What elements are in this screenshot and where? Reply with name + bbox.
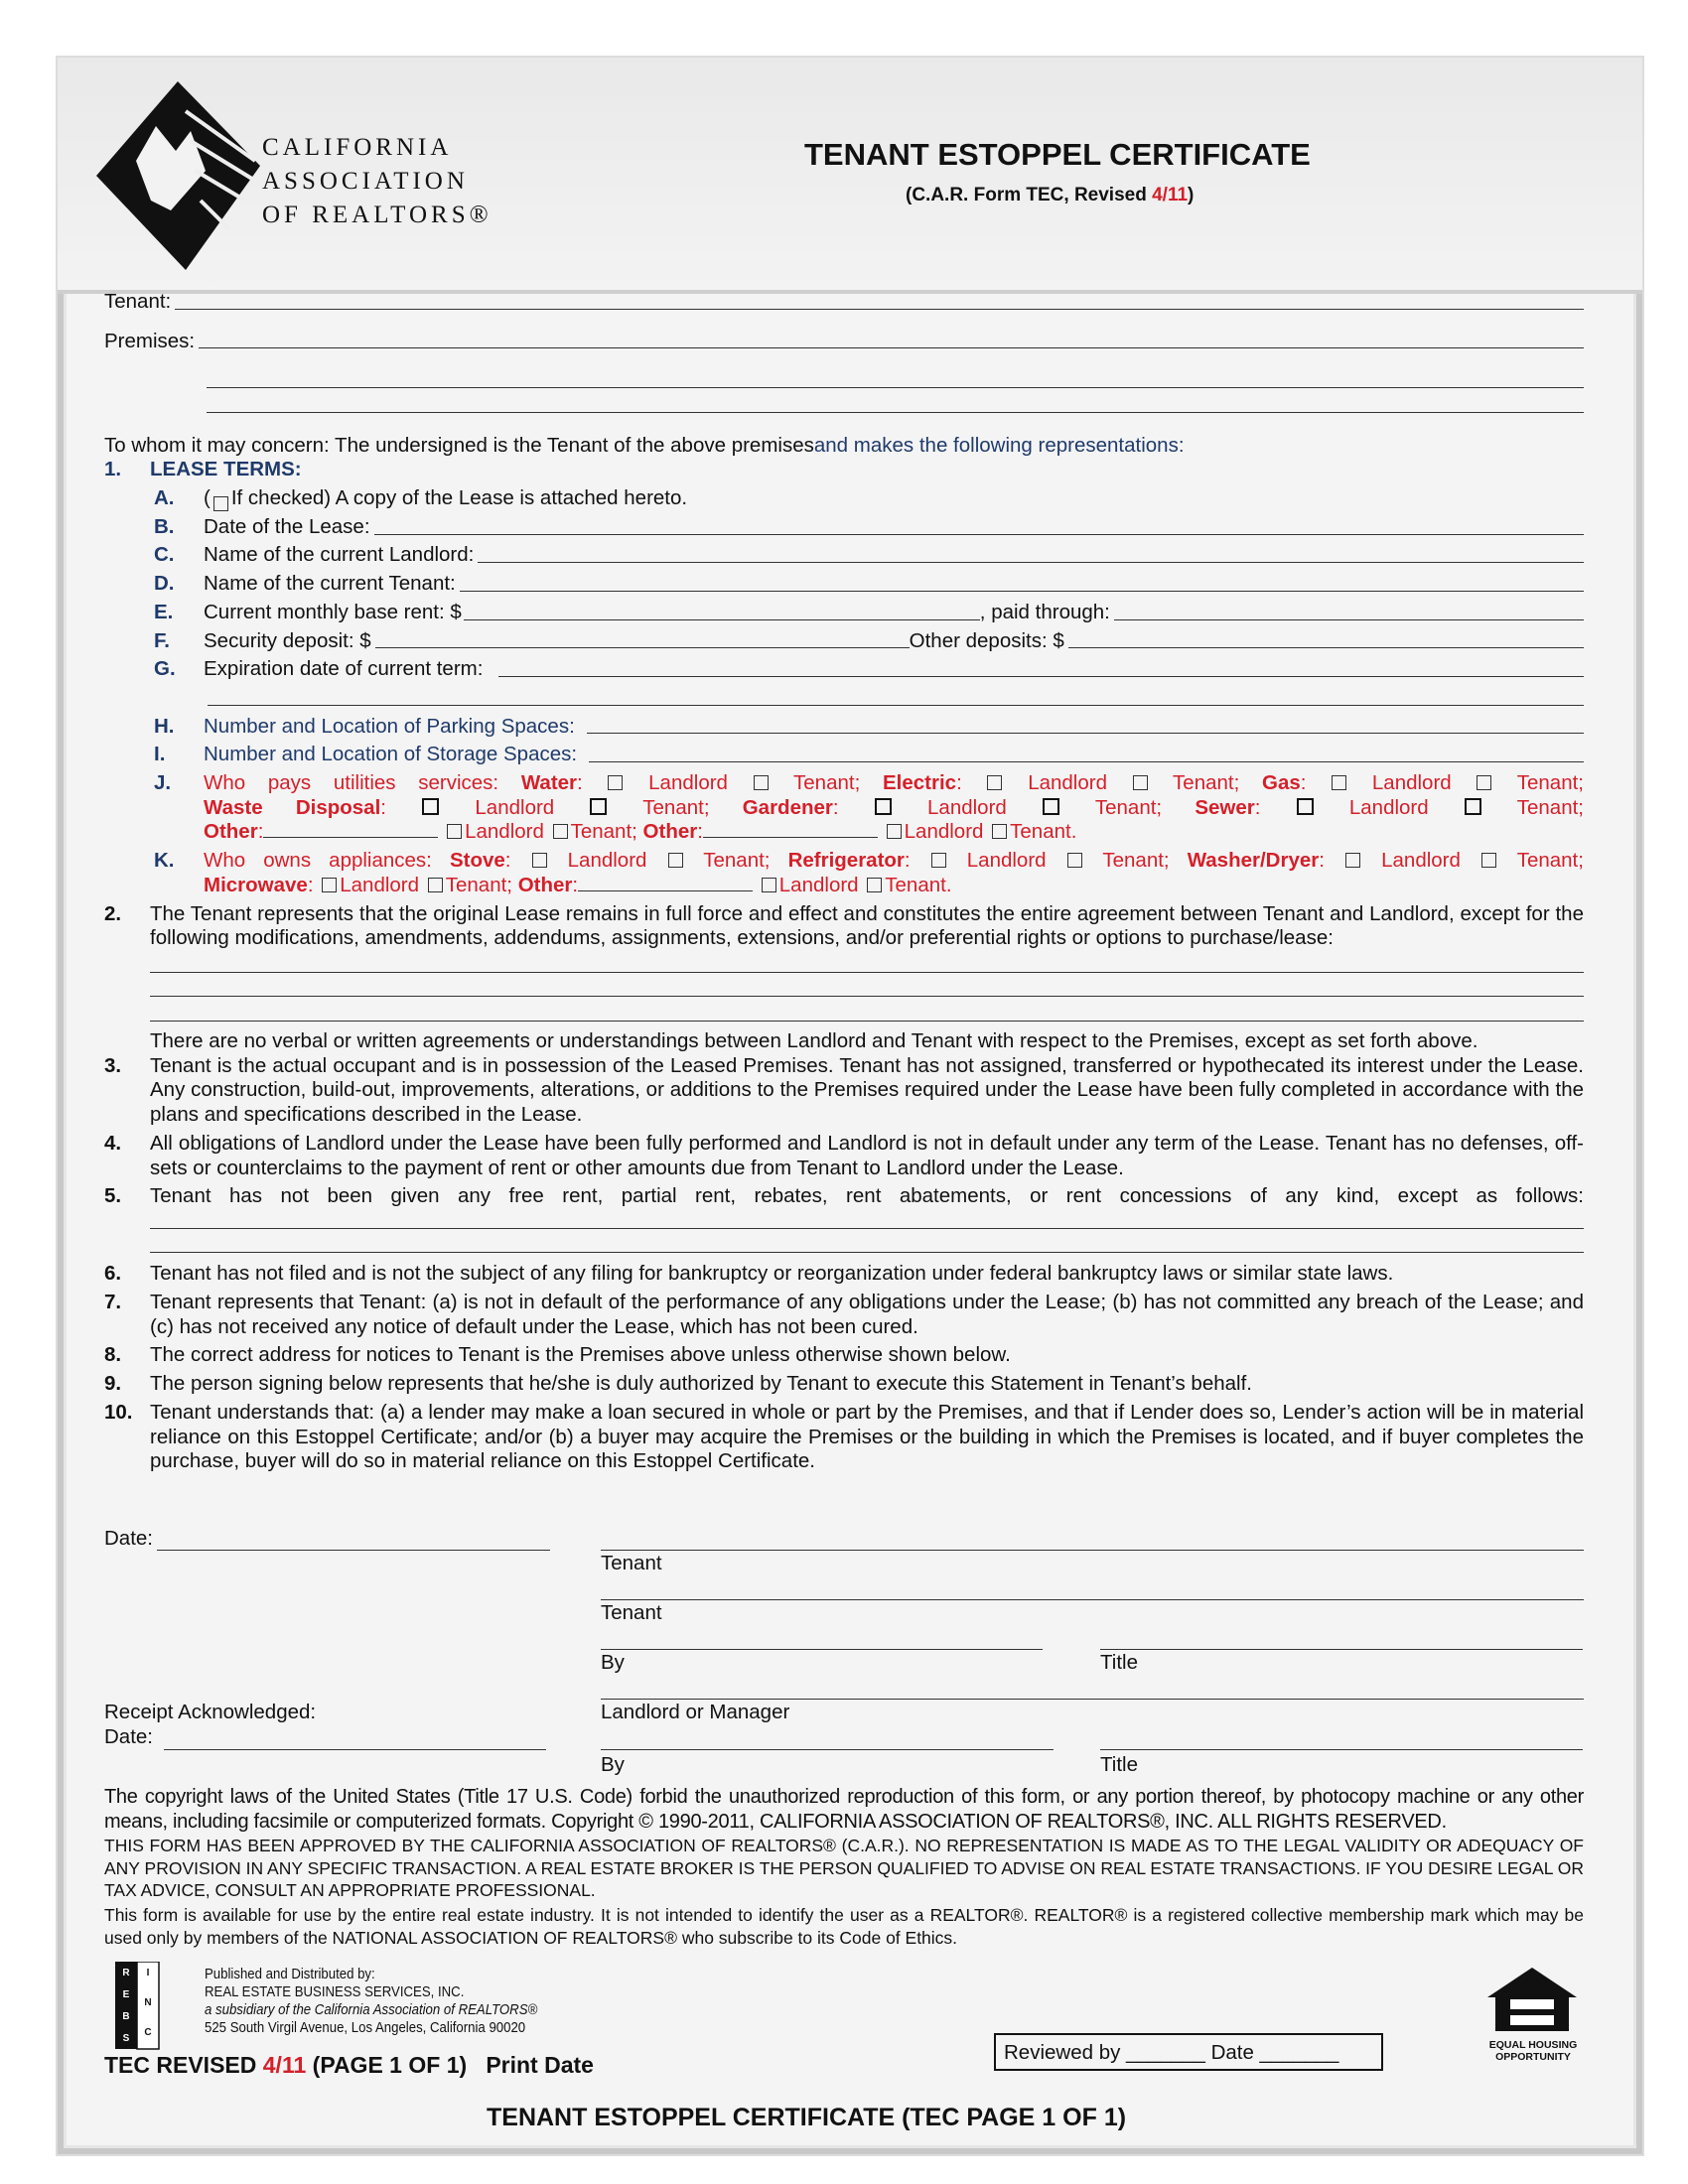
fridge-landlord-text: Landlord <box>966 849 1047 873</box>
svg-text:I: I <box>146 1968 150 1979</box>
other-deposits-field[interactable] <box>1068 646 1584 648</box>
publisher-line-2: REAL ESTATE BUSINESS SERVICES, INC. <box>205 1983 465 2000</box>
water-landlord-text: Landlord <box>648 771 728 794</box>
section-2-text: The Tenant represents that the original Lease remains in full force and effect and constitutes the entire agreement between Tenant and Landlord, except for the following modifications, amendments, addendums, assignments, extensions, and/or preferential rights or options to purchase/lease: <box>150 901 1584 950</box>
revision-date: 4/11 <box>1152 185 1189 205</box>
section-7-text: Tenant represents that Tenant: (a) is not in default of the performance of any obligations under the Lease; (b) has not committed any breach of the Lease; and (c) has not received any notice of default under the Lease, which has not been cured. <box>150 1290 1584 1338</box>
org-line-2: ASSOCIATION <box>262 168 469 195</box>
electric-label: Electric <box>882 771 957 794</box>
date-field[interactable] <box>157 1549 550 1551</box>
landlord-label: Landlord or Manager <box>601 1701 790 1723</box>
washer-tenant-text: Tenant; <box>1516 849 1584 873</box>
section-4-text: All obligations of Landlord under the Lease have been fully performed and Landlord is not in default under any term of the Lease. Tenant has no defenses, off-sets or counterclaims to the payment of rent or other amounts due from Tenant to Landlord under the Lease. <box>150 1131 1584 1179</box>
section-10-num: 10. <box>104 1400 133 1424</box>
section-6-num: 6. <box>104 1262 122 1286</box>
gas-label: Gas <box>1262 771 1301 794</box>
date-label-2: Date: <box>104 1725 153 1748</box>
other-appliance-landlord-text: Landlord <box>778 873 859 896</box>
item-i-label: I. <box>154 743 166 766</box>
subtitle-prefix: (C.A.R. Form TEC, Revised <box>906 185 1153 205</box>
section-7 <box>104 1291 1584 1339</box>
sewer-tenant-text: Tenant; <box>1516 795 1584 819</box>
other-utility-field-1[interactable] <box>263 836 438 838</box>
item-a-text: If checked) A copy of the Lease is attached hereto. <box>230 486 688 510</box>
reviewed-by-box[interactable]: Reviewed by _______ Date _______ <box>994 2033 1383 2071</box>
subtitle-suffix: ) <box>1188 185 1195 205</box>
other-appliance-label: Other <box>517 873 573 896</box>
sewer-landlord-text: Landlord <box>1348 795 1429 819</box>
svg-text:S: S <box>122 2033 130 2044</box>
gas-tenant-checkbox[interactable] <box>1477 775 1491 790</box>
item-g-label: G. <box>154 657 176 681</box>
premises-label: Premises: <box>104 329 196 352</box>
section-8-text: The correct address for notices to Tenant is the Premises above unless otherwise shown below. <box>150 1343 1011 1367</box>
water-landlord-checkbox[interactable] <box>608 775 623 790</box>
tenant-signature-2[interactable] <box>601 1598 1584 1600</box>
rebs-logo-icon <box>115 1962 181 2053</box>
section-6 <box>104 1262 1584 1287</box>
washer-landlord-checkbox[interactable] <box>1345 853 1360 868</box>
washer-label: Washer/Dryer <box>1187 849 1320 873</box>
item-f-label: F. <box>154 628 170 652</box>
org-name <box>262 131 492 232</box>
print-date-label: Print Date <box>486 2052 594 2078</box>
tenant-label-2: Tenant <box>601 1601 662 1624</box>
item-a-label: A. <box>154 486 175 510</box>
section-5-text: Tenant has not been given any free rent, partial rent, rebates, rent abatements, or rent concessions of any kind, except as follows: <box>150 1184 1584 1208</box>
item-b-text: Date of the Lease: <box>204 514 370 538</box>
gas-tenant-text: Tenant; <box>1516 771 1584 794</box>
approval-text: THIS FORM HAS BEEN APPROVED BY THE CALIFORNIA ASSOCIATION OF REALTORS® (C.A.R.). NO REPRESENTATION IS MADE AS TO THE LEGAL VALIDITY OR ADEQUACY OF ANY PROVISION IN ANY SPECIFIC TRANSACTION. A REAL ESTATE BROKER IS THE PERSON QUALIFIED TO ADVISE ON REAL ESTATE TRANSACTIONS. IF YOU DESIRE LEGAL OR TAX ADVICE, CONSULT AN APPROPRIATE PROFESSIONAL. <box>104 1836 1584 1900</box>
modifications-field-2[interactable] <box>150 995 1584 997</box>
section-7-num: 7. <box>104 1290 122 1313</box>
section-2-after: There are no verbal or written agreements or understandings between Landlord and Tenant with respect to the Premises, except as set forth above. <box>150 1028 1478 1052</box>
svg-text:R: R <box>122 1968 130 1979</box>
water-tenant-checkbox[interactable] <box>754 775 769 790</box>
fridge-landlord-checkbox[interactable] <box>931 853 946 868</box>
tenant-label: Tenant: <box>104 289 172 313</box>
section-4-num: 4. <box>104 1131 122 1155</box>
other2-tenant-text: Tenant. <box>1010 820 1077 844</box>
section-2-num: 2. <box>104 901 122 925</box>
item-h-text: Number and Location of Parking Spaces: <box>204 714 575 738</box>
gardener-tenant-text: Tenant; <box>1094 795 1163 819</box>
section-10 <box>104 1401 1584 1474</box>
revision-footer <box>104 2052 594 2079</box>
section-5 <box>104 1184 1584 1209</box>
lease-terms-heading: LEASE TERMS: <box>150 458 302 481</box>
publisher-block <box>205 1966 537 2037</box>
item-j: J. Who pays utilities services: Water: Landlord Tenant; Electric: Landlord Tenant; Gas: Landlord Tenant; Waste Disposal: Landlord Tenant; Gardener: Landlord Tenant; Sewer: Landlord Tenant; Other: Landlord Tenant; Other: Landlord Tenant. <box>154 771 1584 844</box>
other-appliance-landlord-checkbox[interactable] <box>762 878 776 892</box>
by-label-1: By <box>601 1651 625 1674</box>
item-i-text: Number and Location of Storage Spaces: <box>204 743 578 766</box>
item-f-text: Security deposit: $ <box>204 628 371 652</box>
sewer-landlord-checkbox[interactable] <box>1297 798 1314 815</box>
other-appliance-tenant-checkbox[interactable] <box>867 878 882 892</box>
item-j-label: J. <box>154 771 172 794</box>
parking-field[interactable] <box>587 732 1584 734</box>
premises-field-2[interactable] <box>207 386 1584 388</box>
storage-field[interactable] <box>589 760 1584 762</box>
svg-text:B: B <box>122 2011 130 2022</box>
paid-through-label: , paid through: <box>979 600 1110 623</box>
publisher-line-4: 525 South Virgil Avenue, Los Angeles, California 90020 <box>205 2019 526 2036</box>
item-d-label: D. <box>154 572 175 596</box>
form-subtitle <box>906 185 1194 206</box>
item-k: K. Who owns appliances: Stove: Landlord Tenant; Refrigerator: Landlord Tenant; Washer/Dryer: Landlord Tenant; Microwave: Landlord Tenant; Other: Landlord Tenant. <box>154 849 1584 896</box>
washer-tenant-checkbox[interactable] <box>1481 853 1496 868</box>
rev-page: (PAGE 1 OF 1) <box>306 2052 468 2078</box>
date-field-2[interactable] <box>164 1748 546 1750</box>
other1-tenant-text: Tenant; <box>570 820 637 844</box>
electric-tenant-checkbox[interactable] <box>1133 775 1148 790</box>
form-title: TENANT ESTOPPEL CERTIFICATE <box>804 137 1311 172</box>
gardener-tenant-checkbox[interactable] <box>1043 798 1059 815</box>
premises-field-3[interactable] <box>207 411 1584 413</box>
base-rent-field[interactable] <box>464 618 980 620</box>
landlord-signature[interactable] <box>601 1698 1584 1700</box>
intro-text: To whom it may concern: The undersigned is the Tenant of the above premises <box>104 433 814 457</box>
microwave-tenant-checkbox[interactable] <box>428 878 443 892</box>
landlord-name-field[interactable] <box>478 561 1584 563</box>
section-4 <box>104 1132 1584 1180</box>
waste-landlord-checkbox[interactable] <box>422 798 439 815</box>
washer-landlord-text: Landlord <box>1381 849 1461 873</box>
section-3-num: 3. <box>104 1053 122 1077</box>
other-utility-label-1: Other <box>204 820 258 844</box>
tenant-field[interactable] <box>175 308 1584 310</box>
section-5-num: 5. <box>104 1184 122 1208</box>
item-b-label: B. <box>154 514 175 538</box>
item-a-paren: ( <box>204 486 211 510</box>
microwave-landlord-text: Landlord <box>340 873 420 896</box>
stove-tenant-text: Tenant; <box>703 849 771 873</box>
electric-tenant-text: Tenant; <box>1173 771 1240 794</box>
other2-landlord-checkbox[interactable] <box>887 824 902 839</box>
section-9-num: 9. <box>104 1372 122 1396</box>
gardener-label: Gardener <box>742 795 833 819</box>
microwave-label: Microwave <box>204 873 308 896</box>
tenant-name-field[interactable] <box>460 590 1584 592</box>
other-deposits-label: Other deposits: $ <box>909 628 1064 652</box>
section-10-text: Tenant understands that: (a) a lender may make a loan secured in whole or part by the Premises, and that if Lender does so, Lender’s action will be in material reliance on this Estoppel Certificate; and/or (b) a buyer may acquire the Premises or the building in which the Premises is located, and if buyer completes the purchase, buyer will do so in material reliance on this Estoppel Certificate. <box>150 1400 1584 1473</box>
sewer-tenant-checkbox[interactable] <box>1465 798 1481 815</box>
tenant-label-1: Tenant <box>601 1552 662 1574</box>
tenant-signature-1[interactable] <box>601 1549 1584 1551</box>
fridge-tenant-text: Tenant; <box>1102 849 1170 873</box>
sewer-label: Sewer <box>1195 795 1255 819</box>
availability-text: This form is available for use by the entire real estate industry. It is not intended to identify the user as a REALTOR®. REALTOR® is a registered collective membership mark which may be used only by members of the NATIONAL ASSOCIATION OF REALTORS® who subscribe to its Code of Ethics. <box>104 1905 1584 1948</box>
section-9-text: The person signing below represents that he/she is duly authorized by Tenant to execute this Statement in Tenant’s behalf. <box>150 1372 1252 1396</box>
item-h-label: H. <box>154 714 175 738</box>
title-label-1: Title <box>1100 1651 1138 1674</box>
stove-landlord-text: Landlord <box>567 849 647 873</box>
concessions-field-1[interactable] <box>150 1227 1584 1229</box>
title-field-1[interactable] <box>1100 1648 1583 1650</box>
item-g-text: Expiration date of current term: <box>204 657 484 681</box>
item-k-intro: Who owns appliances: <box>204 849 450 873</box>
receipt-label: Receipt Acknowledged: <box>104 1701 317 1723</box>
title-field-2[interactable] <box>1100 1748 1583 1750</box>
other-appliance-tenant-text: Tenant. <box>885 873 952 896</box>
other-appliance-field[interactable] <box>578 889 753 891</box>
form-body <box>104 290 1584 1474</box>
section-8-num: 8. <box>104 1343 122 1367</box>
copyright-text: The copyright laws of the United States (Title 17 U.S. Code) forbid the unauthorized reproduction of this form, or any portion thereof, by photocopy machine or any other means, including facsimile or computerized formats. Copyright © 1990-2011, CALIFORNIA ASSOCIATION OF REALTORS®, INC. ALL RIGHTS RESERVED. <box>104 1786 1584 1833</box>
section-9 <box>104 1372 1584 1397</box>
section-2 <box>104 902 1584 951</box>
publisher-line-1: Published and Distributed by: <box>205 1966 375 1982</box>
date-label: Date: <box>104 1527 153 1550</box>
item-c-text: Name of the current Landlord: <box>204 543 475 567</box>
stove-label: Stove <box>449 849 505 873</box>
section-3-text: Tenant is the actual occupant and is in possession of the Leased Premises. Tenant has not assigned, transferred or hypothecated its interest under the Lease. Any construction, build-out, improvements, alterations, or additions to the Premises required under the Lease have been fully completed in accordance with the plans and specifications described in the Lease. <box>150 1053 1584 1127</box>
gardener-landlord-checkbox[interactable] <box>875 798 892 815</box>
org-line-3: OF REALTORS® <box>262 202 492 228</box>
item-c-label: C. <box>154 543 175 567</box>
waste-label: Waste Disposal <box>204 795 381 819</box>
other2-tenant-checkbox[interactable] <box>992 824 1007 839</box>
bottom-title: TENANT ESTOPPEL CERTIFICATE (TEC PAGE 1 OF 1) <box>487 2104 1127 2131</box>
section-3 <box>104 1054 1584 1128</box>
equal-housing-text: EQUAL HOUSING OPPORTUNITY <box>1488 2039 1578 2063</box>
section-6-text: Tenant has not filed and is not the subject of any filing for bankruptcy or reorganization under federal bankruptcy laws or similar state laws. <box>150 1262 1394 1286</box>
microwave-landlord-checkbox[interactable] <box>322 878 337 892</box>
item-e-label: E. <box>154 600 174 623</box>
modifications-field-3[interactable] <box>150 1020 1584 1022</box>
section-8 <box>104 1343 1584 1368</box>
premises-field[interactable] <box>199 346 1584 348</box>
other-utility-field-2[interactable] <box>703 836 878 838</box>
electric-landlord-text: Landlord <box>1028 771 1107 794</box>
item-k-label: K. <box>154 849 175 873</box>
waste-tenant-text: Tenant; <box>642 795 710 819</box>
svg-text:C: C <box>144 2027 152 2038</box>
security-deposit-field[interactable] <box>375 646 910 648</box>
item-d-text: Name of the current Tenant: <box>204 572 456 596</box>
section-1-num: 1. <box>104 458 122 481</box>
waste-landlord-text: Landlord <box>475 795 555 819</box>
car-logo-icon <box>91 71 265 280</box>
org-line-1: CALIFORNIA <box>262 134 453 161</box>
gardener-landlord-text: Landlord <box>927 795 1007 819</box>
gas-landlord-text: Landlord <box>1371 771 1452 794</box>
equal-housing-icon <box>1485 1966 1580 2035</box>
other1-landlord-text: Landlord <box>465 820 544 844</box>
rev-date: 4/11 <box>262 2052 307 2078</box>
water-tenant-text: Tenant; <box>793 771 861 794</box>
by-field-1[interactable] <box>601 1648 1043 1650</box>
other2-landlord-text: Landlord <box>904 820 984 844</box>
waste-tenant-checkbox[interactable] <box>590 798 607 815</box>
other1-landlord-checkbox[interactable] <box>447 824 462 839</box>
title-label-2: Title <box>1100 1753 1138 1776</box>
fridge-tenant-checkbox[interactable] <box>1067 853 1082 868</box>
expiration-date-field-2[interactable] <box>208 704 1584 706</box>
lease-attached-checkbox[interactable] <box>213 496 228 511</box>
lease-date-field[interactable] <box>374 533 1584 535</box>
modifications-field-1[interactable] <box>150 971 1584 973</box>
stove-tenant-checkbox[interactable] <box>668 853 683 868</box>
refrigerator-label: Refrigerator <box>787 849 905 873</box>
gas-landlord-checkbox[interactable] <box>1332 775 1346 790</box>
expiration-date-field[interactable] <box>498 675 1584 677</box>
microwave-tenant-text: Tenant; <box>445 873 512 896</box>
paid-through-field[interactable] <box>1114 618 1584 620</box>
water-label: Water <box>520 771 578 794</box>
stove-landlord-checkbox[interactable] <box>532 853 547 868</box>
svg-text:N: N <box>144 1997 152 2008</box>
other-utility-label-2: Other <box>642 820 698 844</box>
item-e-text: Current monthly base rent: $ <box>204 600 462 623</box>
concessions-field-2[interactable] <box>150 1251 1584 1253</box>
by-label-2: By <box>601 1753 625 1776</box>
intro-text-2: and makes the following representations: <box>813 433 1185 457</box>
item-j-intro: Who pays utilities services: <box>204 771 521 794</box>
electric-landlord-checkbox[interactable] <box>987 775 1002 790</box>
other1-tenant-checkbox[interactable] <box>553 824 568 839</box>
by-field-2[interactable] <box>601 1748 1054 1750</box>
rev-prefix: TEC REVISED <box>104 2052 263 2078</box>
svg-text:E: E <box>122 1989 130 2000</box>
publisher-line-3: a subsidiary of the California Association of REALTORS® <box>205 2001 538 2018</box>
